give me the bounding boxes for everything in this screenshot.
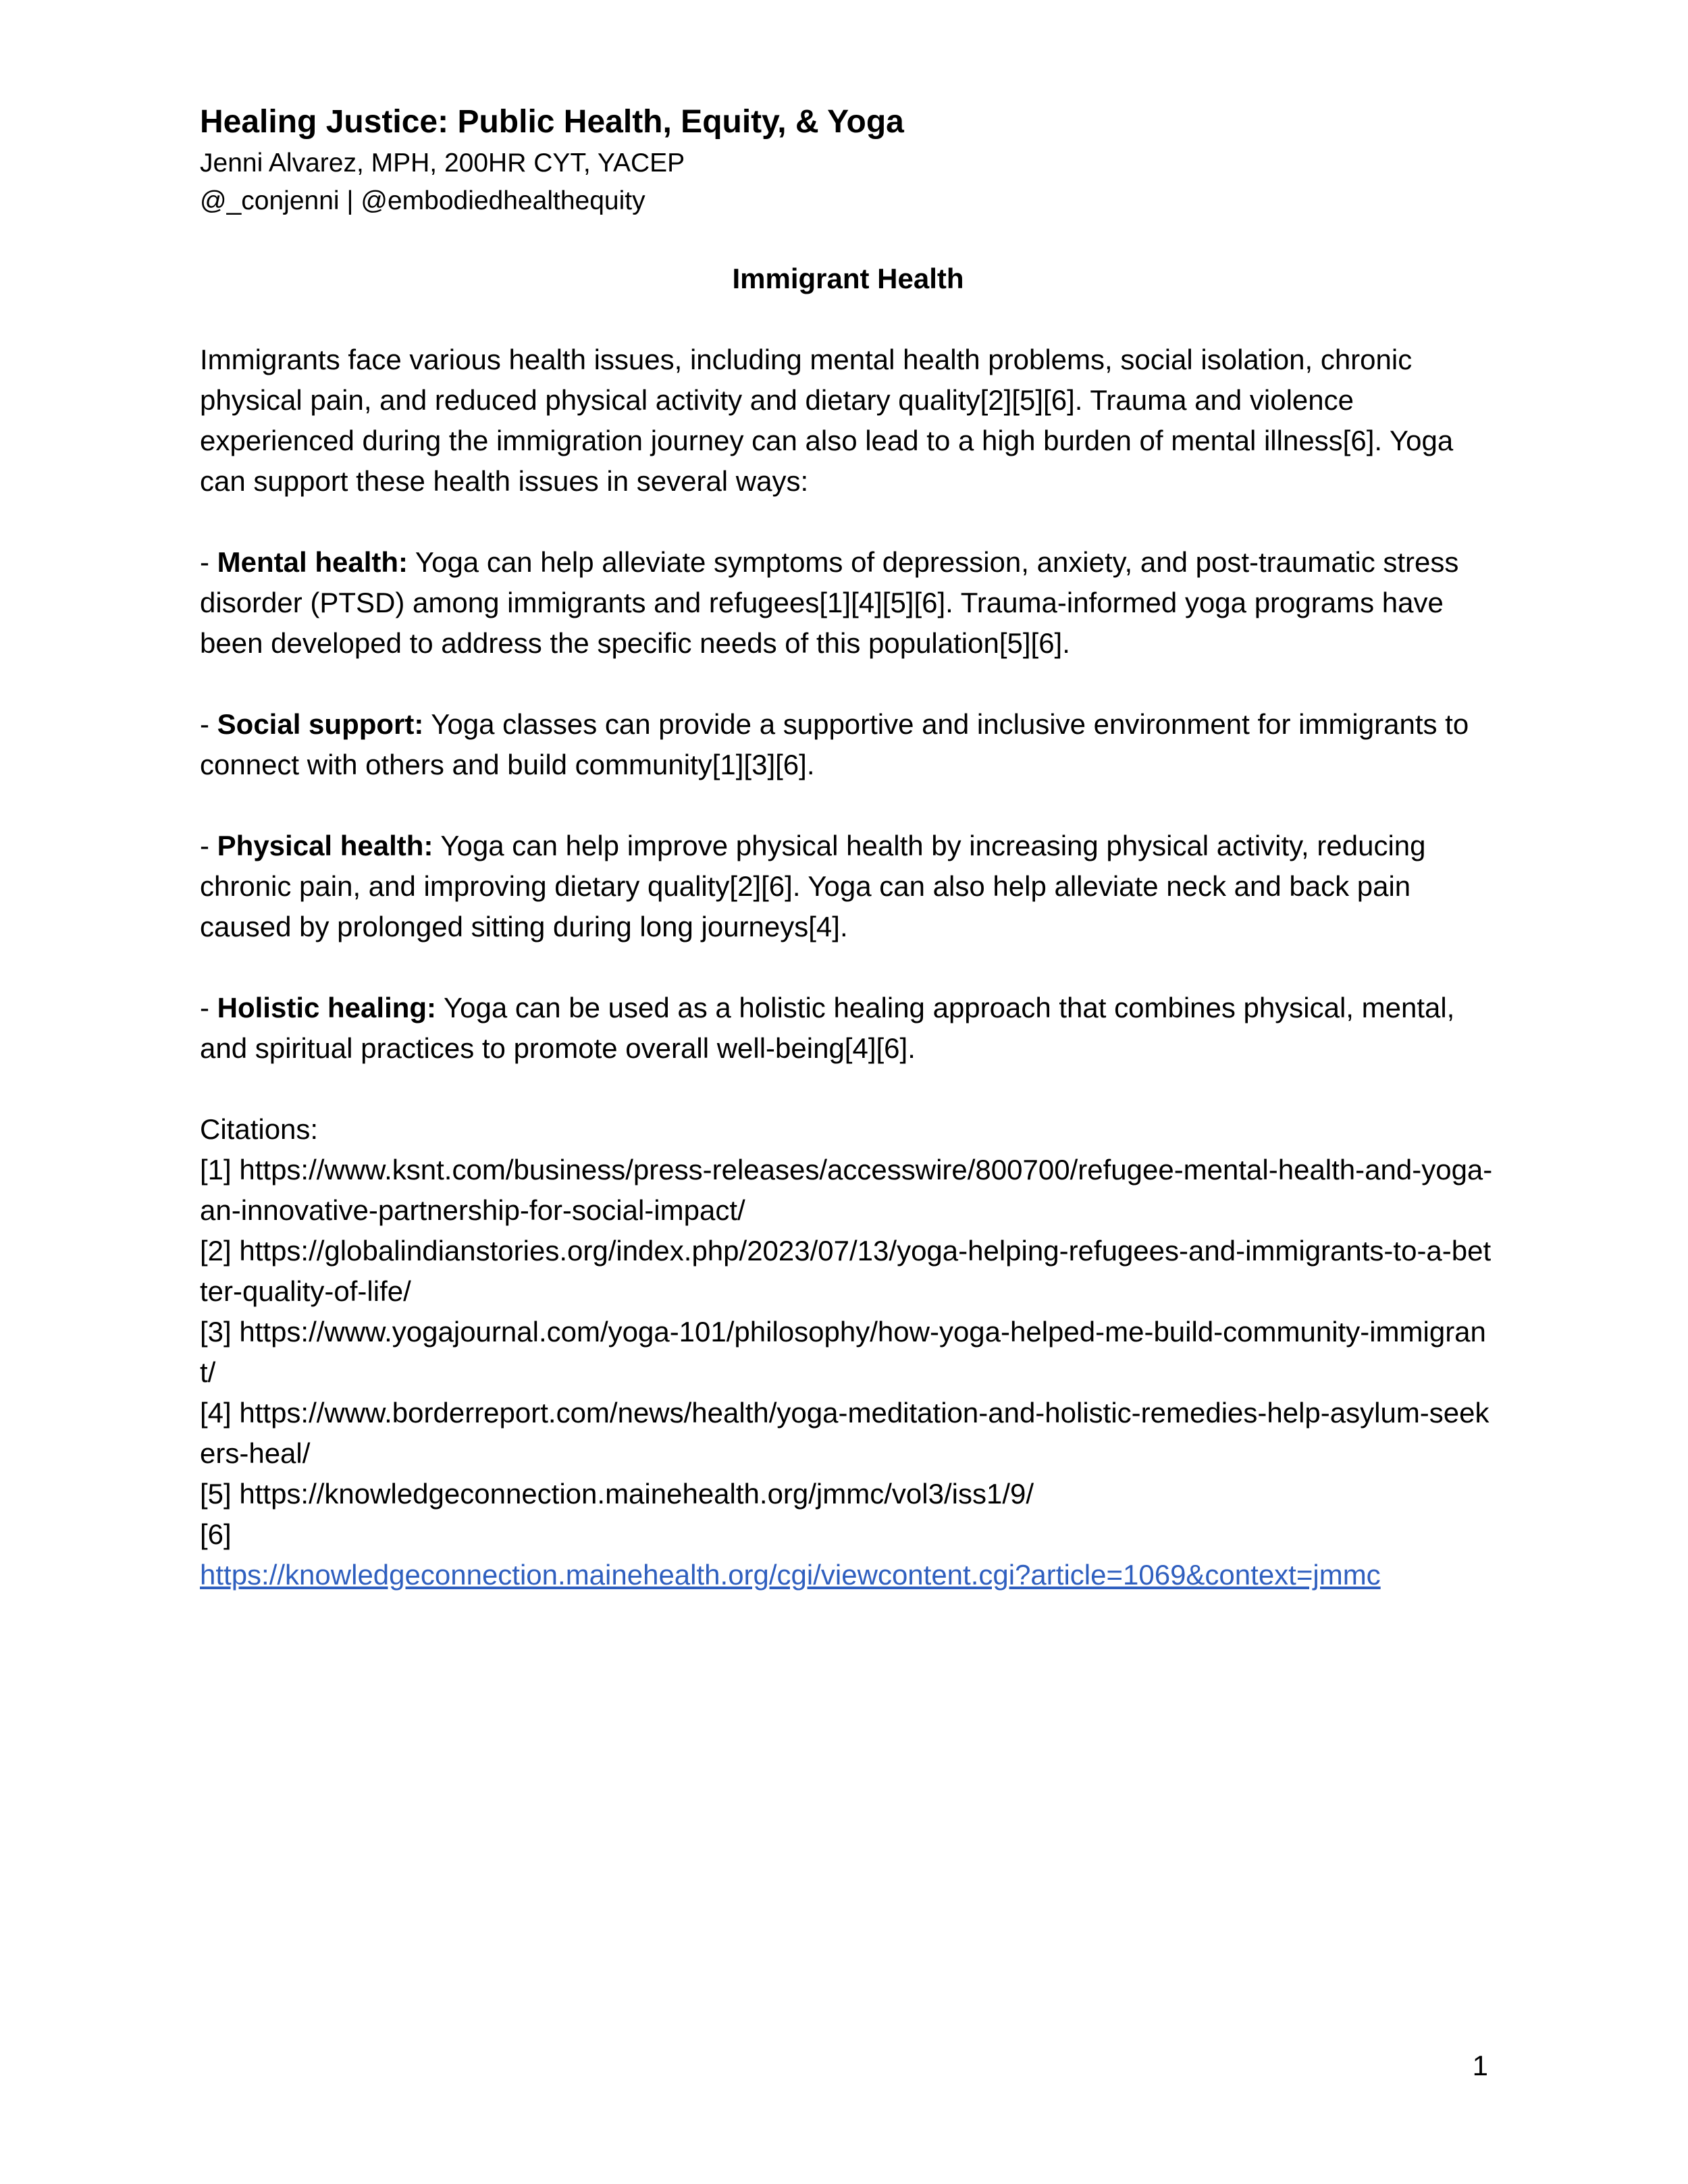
point-label: Physical health: [217,830,433,861]
point-label: Social support: [217,708,424,740]
point-holistic-healing [200,988,1496,1069]
citation-url: https://www.borderreport.com/news/health/yoga-meditation-and-holistic-remedies-help-asylum-seekers-heal/ [200,1397,1489,1469]
citation-1 [200,1150,1496,1231]
citation-url: https://globalindianstories.org/index.php/2023/07/13/yoga-helping-refugees-and-immigrants-to-a-better-quality-of-life/ [200,1235,1492,1307]
point-dash: - [200,992,217,1023]
author-line: Jenni Alvarez, MPH, 200HR CYT, YACEP [200,149,685,178]
point-dash: - [200,546,217,578]
point-text: Yoga can help improve physical health by increasing physical activity, reducing chronic pain, and improving dietary quality[2][6]. Yoga can also help alleviate neck and back pain caused by prolonged sitting during long journeys[4]. [200,830,1426,942]
citation-number: [5] [200,1478,240,1510]
point-text: Yoga can be used as a holistic healing approach that combines physical, mental, and spiritual practices to promote overall well-being[4][6]. [200,992,1455,1064]
document-title: Healing Justice: Public Health, Equity, & Yoga [200,104,904,140]
citation-number: [2] [200,1235,240,1267]
point-text: Yoga can help alleviate symptoms of depression, anxiety, and post-traumatic stress disorder (PTSD) among immigrants and refugees[1][4][5][6]. Trauma-informed yoga programs have been developed to address the specific needs of this population[5][6]. [200,546,1459,659]
point-dash: - [200,830,217,861]
point-label: Holistic healing: [217,992,437,1023]
citation-6 [200,1514,1496,1595]
social-handles: @_conjenni | @embodiedhealthequity [200,186,645,215]
citation-url: https://knowledgeconnection.mainehealth.org/jmmc/vol3/iss1/9/ [239,1478,1034,1510]
citation-number: [1] [200,1154,240,1186]
page-number: 1 [1472,2050,1488,2081]
document-body [200,100,1496,1595]
citation-number: [4] [200,1397,240,1429]
section-heading: Immigrant Health [732,263,964,294]
citation-link[interactable]: https://knowledgeconnection.mainehealth.org/cgi/viewcontent.cgi?article=1069&context=jmmc [200,1559,1381,1591]
citation-5 [200,1474,1496,1514]
citation-3 [200,1312,1496,1393]
intro-paragraph: Immigrants face various health issues, including mental health problems, social isolation, chronic physical pain, and reduced physical activity and dietary quality[2][5][6]. Trauma and violence experienced during the immigration journey can also lead to a high burden of mental illness[6]. Yoga can support these health issues in several ways: [200,344,1454,497]
citation-number: [3] [200,1316,240,1348]
point-physical-health [200,826,1496,947]
point-dash: - [200,708,217,740]
point-mental-health [200,542,1496,664]
citation-number: [6] [200,1518,232,1550]
point-label: Mental health: [217,546,408,578]
point-social-support [200,704,1496,785]
point-text: Yoga classes can provide a supportive and inclusive environment for immigrants to connect with others and build community[1][3][6]. [200,708,1469,780]
citations-label: Citations: [200,1113,319,1145]
citation-4 [200,1393,1496,1474]
citation-url: https://www.yogajournal.com/yoga-101/philosophy/how-yoga-helped-me-build-community-immigrant/ [200,1316,1486,1388]
citation-url: https://www.ksnt.com/business/press-releases/accesswire/800700/refugee-mental-health-and-yoga-an-innovative-partnership-for-social-impact/ [200,1154,1493,1226]
citation-2 [200,1231,1496,1312]
